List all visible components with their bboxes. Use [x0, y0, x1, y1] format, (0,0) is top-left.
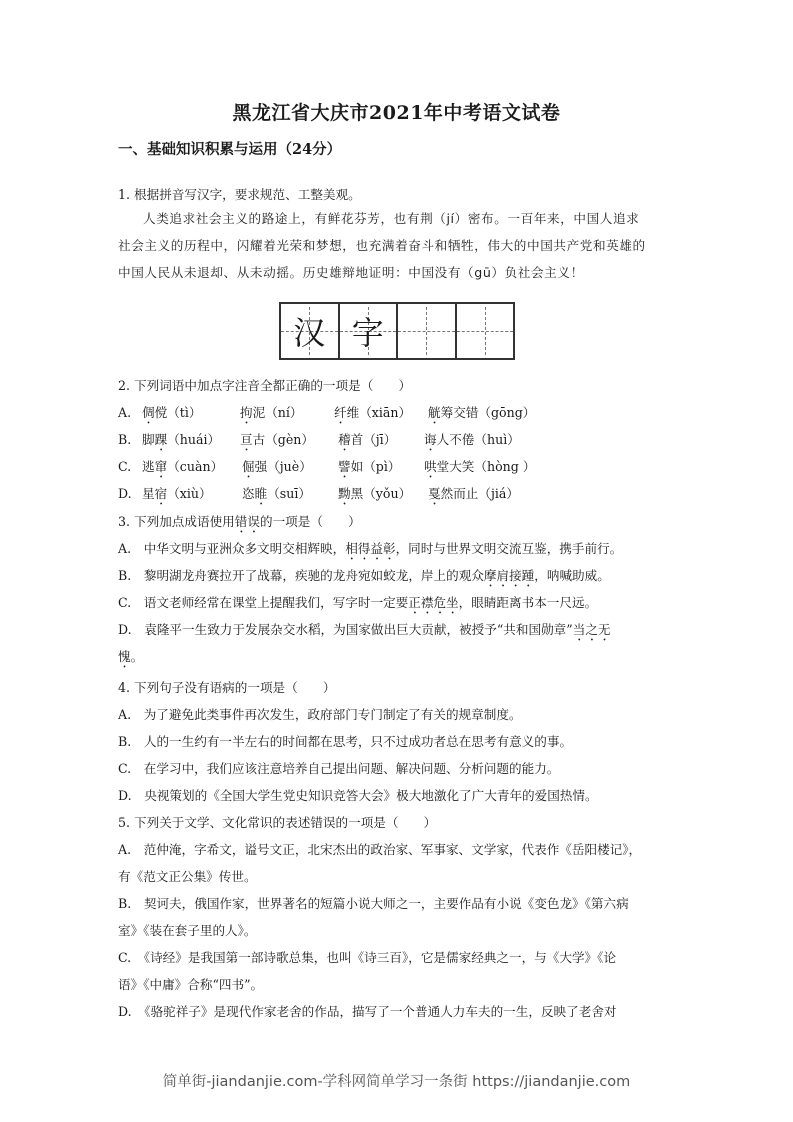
question-5-option-b: B. 契诃夫，俄国作家，世界著名的短篇小说大师之一，主要作品有小说《变色龙》《第六病 — [118, 896, 629, 911]
grid-cell-3 — [398, 304, 457, 358]
question-5-option-a: A. 范仲淹，字希文，谥号文正，北宋杰出的政治家、军事家、文学家，代表作《岳阳楼记》， — [118, 842, 642, 857]
passage-line-2: 社会主义的历程中，闪耀着光荣和梦想，也充满着奋斗和牺牲，伟大的中国共产党和英雄的 — [118, 238, 646, 253]
grid-cell-2: 字 — [340, 304, 399, 358]
question-4-option-c: C. 在学习中，我们应该注意培养自己提出问题、解决问题、分析问题的能力。 — [118, 761, 560, 776]
question-3-option-d-cont: 愧。 — [118, 649, 144, 664]
question-4-option-b: B. 人的一生约有一半左右的时间都在思考，只不过成功者总在思考有意义的事。 — [118, 734, 573, 749]
grid-cell-4 — [457, 304, 514, 358]
question-4-stem: 4. 下列句子没有语病的一项是（ ） — [118, 680, 336, 695]
question-1-stem: 1. 根据拼音写汉字，要求规范、工整美观。 — [118, 187, 361, 202]
question-5-option-c-cont: 语》《中庸》合称“四书”。 — [118, 977, 264, 992]
passage-line-3: 中国人民从未退却、从未动摇。历史雄辩地证明：中国没有（gū）负社会主义！ — [118, 265, 584, 280]
question-4-option-a: A. 为了避免此类事件再次发生，政府部门专门制定了有关的规章制度。 — [118, 707, 522, 722]
question-5-option-a-cont: 有《范文正公集》传世。 — [118, 869, 257, 884]
question-2-stem: 2. 下列词语中加点字注音全都正确的一项是（ ） — [118, 378, 412, 393]
page-title: 黑龙江省大庆市2021年中考语文试卷 — [232, 102, 561, 124]
question-3-option-a: A. 中华文明与亚洲众多文明交相辉映，相得益彰，同时与世界文明交流互鉴，携手前行。 — [118, 541, 623, 556]
question-3-option-d: D. 袁隆平一生致力于发展杂交水稻，为国家做出巨大贡献，被授予“共和国勋章”当之无 — [118, 622, 611, 637]
question-5-option-d: D. 《骆驼祥子》是现代作家老舍的作品，描写了一个普通人力车夫的一生，反映了老舍对 — [118, 1004, 617, 1019]
question-5-option-b-cont: 室》《装在套子里的人》。 — [118, 923, 257, 938]
question-3-stem: 3. 下列加点成语使用错误的一项是（ ） — [118, 514, 361, 529]
question-5-stem: 5. 下列关于文学、文化常识的表述错误的一项是（ ） — [118, 815, 437, 830]
question-5-option-c: C. 《诗经》是我国第一部诗歌总集，也叫《诗三百》，它是儒家经典之一，与《大学》《论 — [118, 950, 617, 965]
question-1-passage — [118, 205, 678, 286]
footer-watermark: 简单街-jiandanjie.com-学科网简单学习一条街 https://jiandanjie.com — [162, 1074, 631, 1090]
question-3-option-b: B. 黎明湖龙舟赛拉开了战幕，疾驰的龙舟宛如蛟龙，岸上的观众摩肩接踵，呐喊助威。 — [118, 568, 610, 583]
section-title: 一、基础知识积累与运用（24分） — [118, 141, 342, 158]
question-3-option-c: C. 语文老师经常在课堂上提醒我们，写字时一定要正襟危坐，眼睛距离书本一尺远。 — [118, 595, 598, 610]
grid-cell-1: 汉 — [281, 304, 340, 358]
question-4-option-d: D. 央视策划的《全国大学生党史知识竞答大会》极大地激化了广大青年的爱国热情。 — [118, 788, 598, 803]
passage-line-1: 人类追求社会主义的路途上，有鲜花芬芳，也有荆（jí）密布。一百年来，中国人追求 — [143, 211, 640, 226]
writing-grid — [279, 302, 515, 360]
